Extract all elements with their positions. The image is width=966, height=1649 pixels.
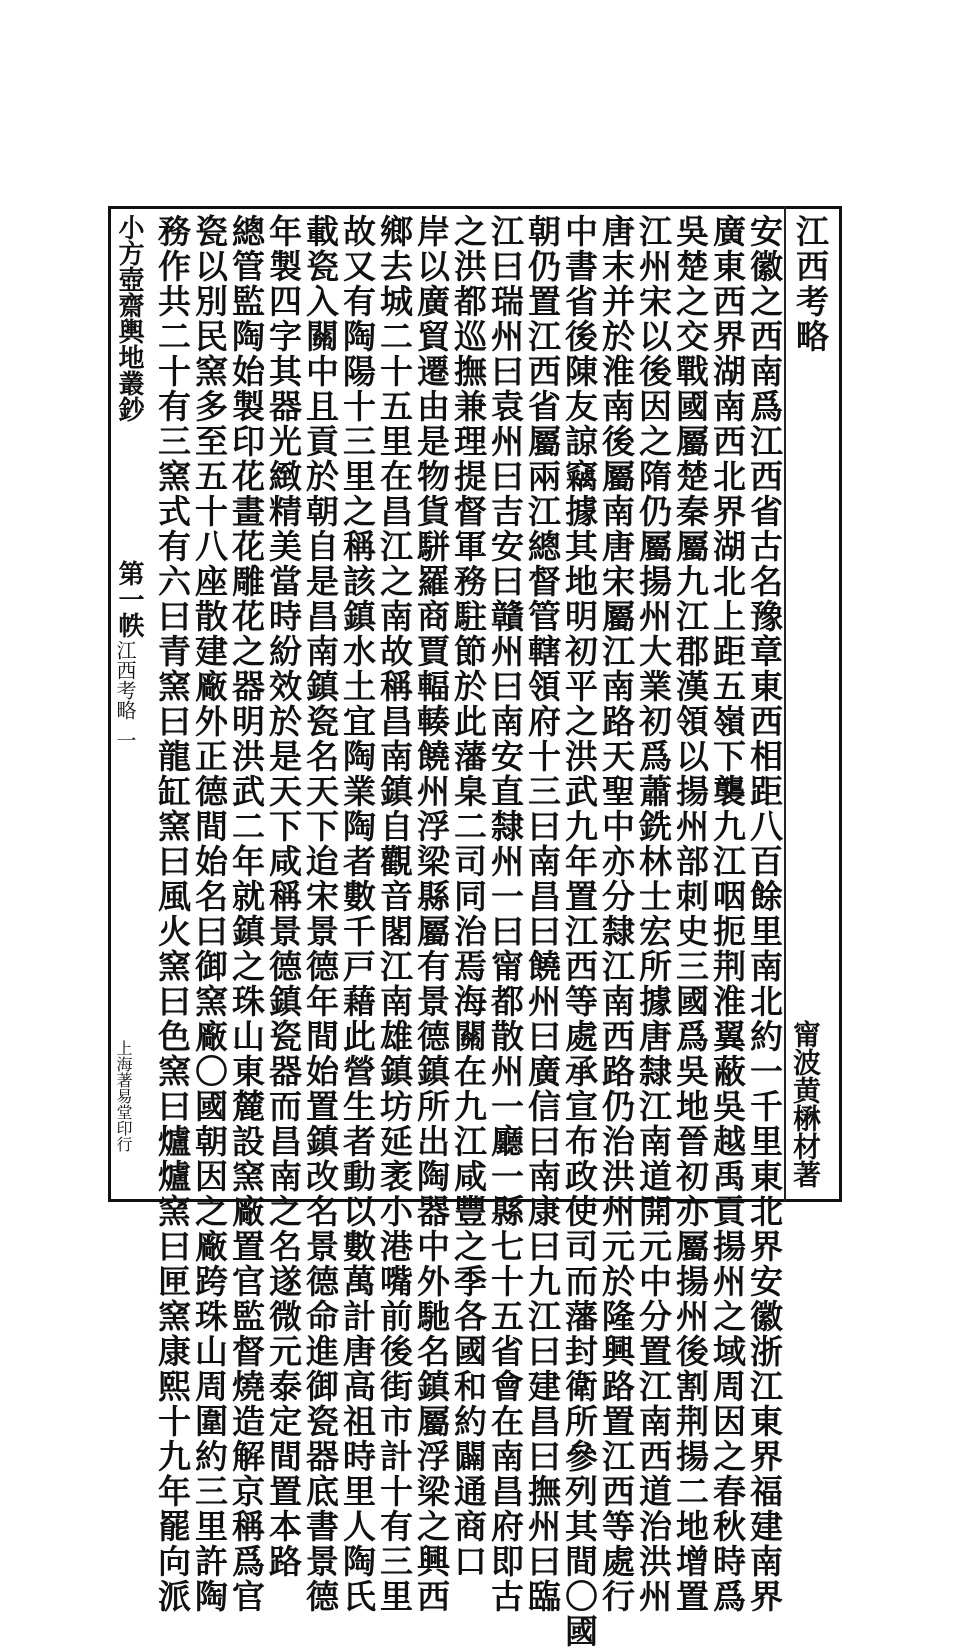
text-column: 載瓷入關中且貢於朝自是昌南鎮瓷名天下迨宋景德年間始置鎮改名景德命進御瓷器底書景德: [301, 214, 340, 1614]
column-rule: [784, 206, 786, 1202]
text-column: 故又有陶陽十三里之稱該鎮水土宜陶業陶者數千戸藉此營生者動以數萬計唐高祖時里人陶氏: [338, 214, 377, 1614]
text-column: 岸以廣貿遷由是物貨駢羅商賈輻輳饒州浮梁縣屬有景德鎮所出陶器中外馳名鎮屬浮梁之興西: [412, 214, 451, 1614]
text-column: 務作共二十有三窯式有六曰青窯曰龍缸窯曰風火窯曰色窯曰爐爐窯曰匣窯康熙十九年罷向派: [153, 214, 192, 1614]
text-column: 中書省後陳友諒竊據其地明初平之洪武九年置江西等處承宣布政使司而藩封衛所參列其間〇國: [560, 214, 599, 1649]
margin-section: 江西考略: [113, 640, 137, 720]
author-line: 甯波黄楙材著: [789, 1020, 822, 1188]
text-column: 廣東西界湖南西北界湖北上距五嶺下襲九江咽扼荆淮翼蔽吳越禹貢揚州之域周因之春秋時爲: [708, 214, 747, 1614]
text-column: 瓷以別民窯多至五十八座散建廠外正德間始名曰御窯廠〇國朝因之廠跨珠山周圍約三里許陶: [190, 214, 229, 1614]
text-column: 總管監陶始製印花畫花雕花之器明洪武二年就鎮之珠山東麓設窯廠置官監督燒造解京稱爲官: [227, 214, 266, 1614]
text-column: 安徽之西南爲江西省古名豫章東西相距八百餘里南北約一千里東北界安徽浙江東界福建南界: [745, 214, 784, 1614]
margin-volume: 第一帙: [114, 560, 144, 638]
margin-footer-note: 上海著易堂印行: [114, 1040, 133, 1152]
text-column: 江曰瑞州曰袁州曰吉安曰贛州曰南安直隸州一曰甯都散州一廳一縣七十五省會在南昌府即古: [486, 214, 525, 1614]
margin-page-number: 一: [113, 730, 137, 750]
text-column: 年製四字其器光緻精美當時紛效於是天下咸稱景德鎮瓷器而昌南之名遂微元泰定間置本路: [264, 214, 303, 1579]
text-column: 江州宋以後因之隋仍屬揚州大業初爲蕭銑林士宏所據唐隸江南道開元中分置江南西道治洪州: [634, 214, 673, 1614]
text-column: 吳楚之交戰國屬楚秦屬九江郡漢領以揚州部刺史三國爲吳地晉初亦屬揚州後割荆揚二地增置: [671, 214, 710, 1614]
text-column: 之洪都巡撫兼理提督軍務駐節於此藩臬二司同治焉海關在九江咸豐之季各國和約闢通商口: [449, 214, 488, 1579]
text-column: 鄉去城二十五里在昌江之南故稱昌南鎮自觀音閣江南雄鎮坊延袤小港嘴前後街市計十有三里: [375, 214, 414, 1614]
text-column: 朝仍置江西省屬兩江總督管轄領府十三曰南昌曰饒州曰廣信曰南康曰九江曰建昌曰撫州曰臨: [523, 214, 562, 1614]
text-column: 唐末并於淮南後屬南唐宋屬江南路天聖中亦分隸江南西路仍治洪州元於隆興路置江西等處行: [597, 214, 636, 1614]
margin-book-title: 小方壺齋輿地叢鈔: [114, 214, 144, 422]
document-title: 江西考略: [791, 214, 830, 354]
